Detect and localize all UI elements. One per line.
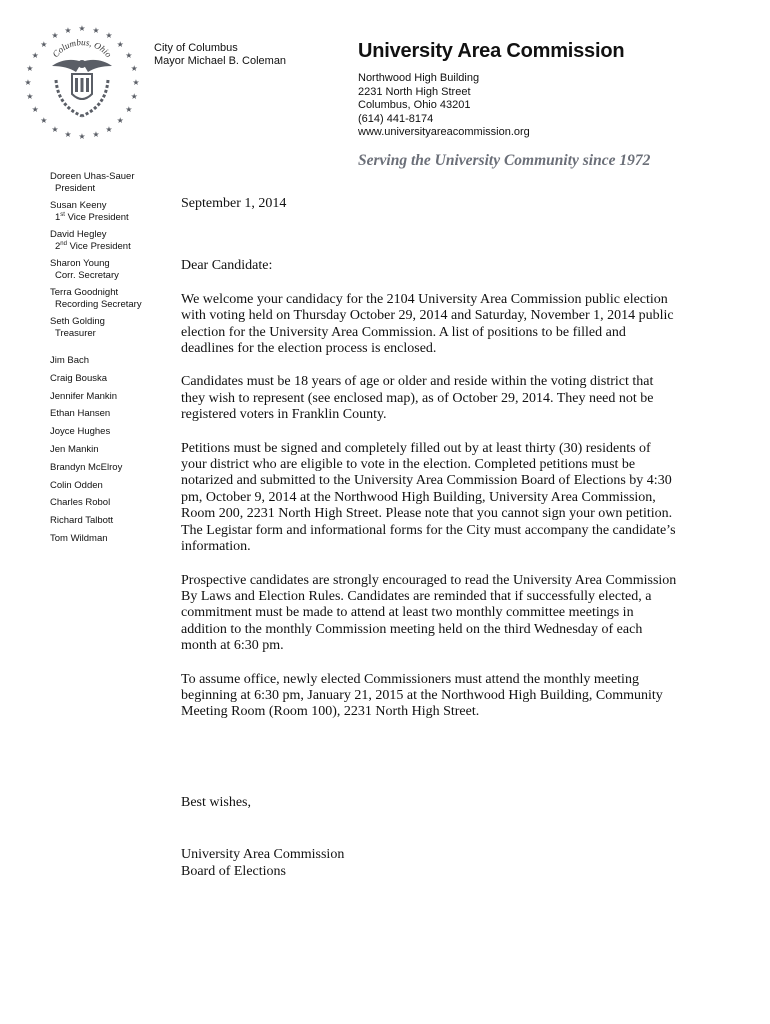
paragraph-expectations: Prospective candidates are strongly encouraged to read the University Area Commission By Laws and Election Rules. Candidates are reminded that if successfully elected, a commitment must be made to attend at least two monthly committee meetings in addition to the monthly Commission meeting held on the third Wednesday of each month at 6:30 pm. xyxy=(181,572,677,654)
seal-star-icon: ★ xyxy=(130,92,138,101)
seal-star-icon: ★ xyxy=(31,105,39,114)
address-block xyxy=(358,72,530,140)
ordinal-number: 2 xyxy=(55,240,61,252)
mayor-name: Mayor Michael B. Coleman xyxy=(154,55,287,67)
member-name: Colin Odden xyxy=(50,479,103,491)
address-city: Columbus, Ohio 43201 xyxy=(358,99,471,111)
officer-role: President xyxy=(55,182,96,194)
signature-line: Board of Elections xyxy=(181,863,286,879)
paragraph-petitions: Petitions must be signed and completely filled out by at least thirty (30) residents of your district who are eligible to vote in the election. Completed petitions must be notarized and submitted to the University Area Commission Board of Elections by 4:30 pm, October 9, 2014 at the Northwood High Building, University Area Commission, Room 200, 2231 North High Street. Please note that you cannot sign your own petition. The Legistar form and informational forms for the City must accompany the candidate’s information. xyxy=(181,440,676,555)
ordinal-suffix: st xyxy=(60,211,65,218)
member-name: Ethan Hansen xyxy=(50,408,111,420)
city-name: City of Columbus xyxy=(154,42,238,54)
seal-star-icon: ★ xyxy=(40,39,48,49)
officer-role-line xyxy=(50,212,142,224)
officer-corr-secretary xyxy=(50,258,142,281)
seal-star-icon: ★ xyxy=(51,124,59,134)
officer-role: Vice President xyxy=(67,211,129,223)
seal-star-icon: ★ xyxy=(92,130,100,140)
address-website: www.universityareacommission.org xyxy=(358,126,530,138)
seal-star-icon: ★ xyxy=(64,25,72,35)
commission-roster xyxy=(50,171,142,551)
svg-text:Columbus, Ohio xyxy=(50,37,114,60)
seal-star-icon: ★ xyxy=(116,116,124,126)
member-name: Jennifer Mankin xyxy=(50,390,118,402)
ordinal-number: 1 xyxy=(55,211,61,223)
seal-star-icon: ★ xyxy=(92,25,100,35)
member-name: Brandyn McElroy xyxy=(50,461,123,473)
seal-star-icon: ★ xyxy=(125,105,133,114)
seal-arc-text: Columbus, Ohio xyxy=(50,37,114,60)
officer-name: Seth Golding xyxy=(50,316,105,327)
seal-star-icon: ★ xyxy=(78,24,86,33)
officer-name: Susan Keeny xyxy=(50,200,107,211)
closing: Best wishes, xyxy=(181,794,251,810)
officer-name: Doreen Uhas-Sauer xyxy=(50,171,135,182)
officer-role-line xyxy=(50,241,142,253)
organization-title: University Area Commission xyxy=(358,40,625,62)
tagline: Serving the University Community since 1972 xyxy=(358,152,651,169)
seal-star-icon: ★ xyxy=(26,92,34,101)
address-phone: (614) 441-8174 xyxy=(358,112,434,125)
member-name: Richard Talbott xyxy=(50,515,114,527)
letter-body xyxy=(181,196,677,880)
officer-role: Corr. Secretary xyxy=(55,269,119,281)
seal-star-icon: ★ xyxy=(105,31,113,41)
officer-role: Treasurer xyxy=(55,327,96,339)
member-name: Joyce Hughes xyxy=(50,426,111,438)
seal-star-icon: ★ xyxy=(132,78,140,87)
seal-star-icon: ★ xyxy=(78,132,86,141)
seal-star-icon: ★ xyxy=(116,39,124,49)
officer-name: Terra Goodnight xyxy=(50,287,119,298)
paragraph-welcome: We welcome your candidacy for the 2104 University Area Commission public election with voting held on Thursday October 29, 2014 and Saturday, November 1, 2014 public election for the University Area Commission. A list of positions to be filled and deadlines for the election process is enclosed. xyxy=(181,291,674,357)
officer-second-vice-president xyxy=(50,229,142,252)
city-seal-icon xyxy=(22,22,142,142)
paragraph-eligibility: Candidates must be 18 years of age or older and reside within the voting district that they wish to represent (see enclosed map), as of October 29, 2014. They need not be registered voters in Franklin County. xyxy=(181,374,654,423)
seal-star-icon: ★ xyxy=(40,116,48,126)
officer-treasurer xyxy=(50,316,142,339)
officer-role: Recording Secretary xyxy=(55,298,142,310)
officer-name: Sharon Young xyxy=(50,258,110,269)
salutation: Dear Candidate: xyxy=(181,258,273,274)
city-header xyxy=(154,42,286,68)
officer-first-vice-president xyxy=(50,200,142,223)
seal-star-icon: ★ xyxy=(125,51,133,60)
address-street: 2231 North High Street xyxy=(358,85,471,98)
address-building: Northwood High Building xyxy=(358,72,480,84)
signature-line: University Area Commission xyxy=(181,847,345,863)
officer-name: David Hegley xyxy=(50,229,107,240)
member-list xyxy=(50,355,142,544)
seal-star-icon: ★ xyxy=(105,124,113,134)
member-name: Jim Bach xyxy=(50,355,90,366)
officer-recording-secretary xyxy=(50,287,142,310)
seal-star-icon: ★ xyxy=(31,51,39,60)
member-name: Tom Wildman xyxy=(50,532,108,544)
seal-star-icon: ★ xyxy=(26,64,34,73)
seal-star-icon: ★ xyxy=(64,130,72,140)
member-name: Craig Bouska xyxy=(50,372,108,384)
seal-star-icon: ★ xyxy=(51,31,59,41)
ordinal-suffix: nd xyxy=(60,240,67,247)
letter-date: September 1, 2014 xyxy=(181,196,287,211)
seal-star-icon: ★ xyxy=(24,78,32,87)
paragraph-assume-office: To assume office, newly elected Commissioners must attend the monthly meeting beginning at 6:30 pm, January 21, 2015 at the Northwood High Building, Community Meeting Room (Room 100), 2231 North High Street. xyxy=(181,671,663,720)
member-name: Charles Robol xyxy=(50,497,111,509)
officer-president xyxy=(50,171,142,194)
seal-star-icon: ★ xyxy=(130,64,138,73)
member-name: Jen Mankin xyxy=(50,443,99,455)
officer-role: Vice President xyxy=(69,240,131,252)
